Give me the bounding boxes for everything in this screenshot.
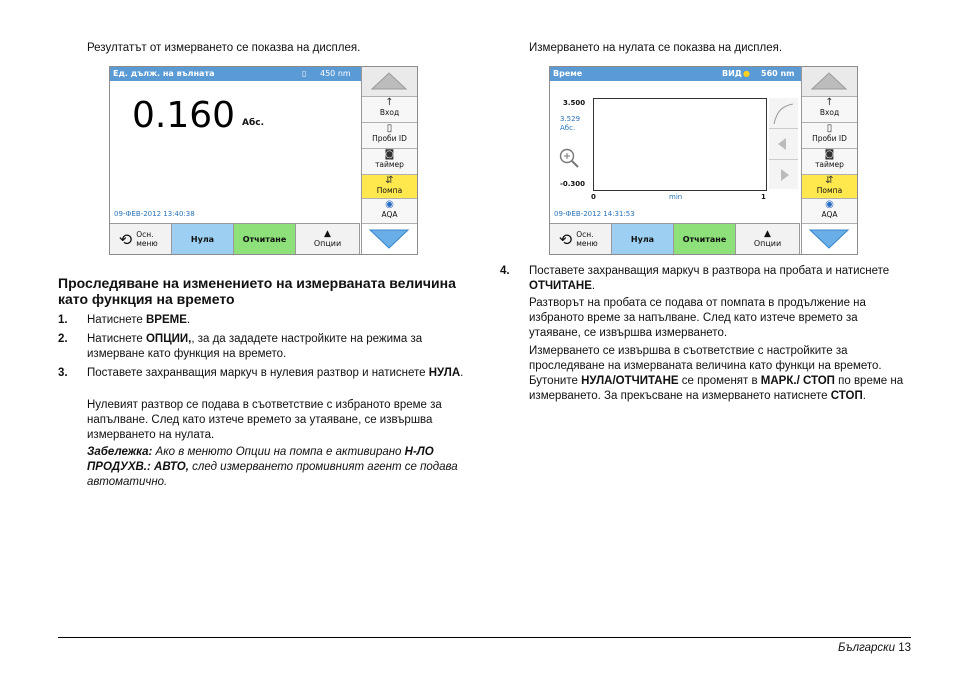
options-button[interactable]: ▲ Опции — [296, 224, 360, 254]
home-menu-button[interactable]: ⟲ Осн. меню — [110, 224, 172, 254]
measurement-value: 0.160 — [132, 95, 236, 136]
arrow-up-icon — [802, 67, 857, 96]
sidebar-item-sample-id[interactable]: ▯ Проби ID — [802, 123, 857, 149]
measurement-unit: Абс. — [242, 118, 265, 128]
zero-button[interactable]: Нула — [172, 224, 234, 254]
screen-date: 09-ФЕВ-2012 14:31:53 — [554, 210, 635, 218]
arrow-right-icon — [769, 160, 798, 190]
sidebar-item-sample-id[interactable]: ▯ Проби ID — [362, 123, 417, 149]
screen-sidebar — [801, 67, 857, 254]
arrow-down-icon — [802, 224, 857, 254]
cuvette-icon: ▯ — [302, 69, 307, 78]
footer — [700, 642, 911, 654]
x-axis-label: min — [669, 193, 683, 201]
y-unit-label: Абс. — [560, 124, 576, 132]
triangle-up-icon: ▲ — [764, 229, 771, 239]
graph-controls — [769, 98, 798, 189]
graph-area — [593, 98, 767, 191]
vial-icon: ▯ — [826, 123, 833, 134]
aqa-icon: ◉ — [385, 199, 394, 210]
wavelength-readout: 450 nm — [320, 69, 351, 78]
triangle-up-icon: ▲ — [324, 229, 331, 239]
x-min-label: 0 — [591, 193, 596, 201]
left-intro: Резултатът от измерването се показва на дисплея. — [87, 42, 361, 54]
back-arrow-icon: ⟲ — [558, 229, 573, 249]
measurement-paragraph: Измерването се извършва в съответствие с настройките за проследяване на измерваната величина като функци на времето. Бутоните НУЛА/ОТЧИТАНЕ се променят в МАРК./ СТОП по време на измерването. За прекъсване на измерването натиснете СТОП. — [529, 345, 904, 402]
screen-bottom-bar — [110, 223, 360, 254]
back-arrow-icon: ⟲ — [118, 229, 133, 249]
y-max-label: 3.500 — [563, 99, 586, 107]
sidebar-item-pump[interactable]: ⇵ Помпа — [362, 175, 417, 199]
arrow-down-icon — [362, 224, 417, 254]
step-1: 1. Натиснете ВРЕМЕ. — [58, 314, 191, 326]
zero-paragraph: Нулевият разтвор се подава в съответствие с избраното време за напълване. След като изтече времето за утаяване, се извършва измерването на нулата. — [87, 399, 442, 441]
screen-bottom-bar — [550, 223, 800, 254]
y-min-label: -0.300 — [560, 180, 586, 188]
device-screen-absorbance — [109, 66, 418, 255]
step-4: 4. Поставете захранващия маркуч в разтвора на пробата и натиснете ОТЧИТАНЕ. — [500, 265, 890, 292]
scroll-up-button[interactable] — [362, 67, 417, 97]
sidebar-item-timer[interactable]: ◙ таймер — [362, 149, 417, 175]
footer-language: Български — [837, 642, 895, 654]
scroll-down-button[interactable] — [802, 224, 857, 255]
sidebar-item-timer[interactable]: ◙ таймер — [802, 149, 857, 175]
device-screen-time — [549, 66, 858, 255]
zoom-icon[interactable] — [558, 147, 580, 173]
footer-rule — [58, 637, 911, 638]
graph-left-button[interactable] — [769, 129, 798, 160]
note-paragraph: Забележка: Ако в менюто Опции на помпа е активирано Н-ЛО ПРОДУХВ.: АВТО, след измерването промивният агент се подава автоматично. — [87, 446, 458, 488]
screen-sidebar — [361, 67, 417, 254]
sidebar-item-input[interactable]: ↑ Вход — [362, 97, 417, 123]
curve-view-button[interactable] — [769, 98, 798, 129]
sidebar-item-aqa[interactable]: ◉ AQA — [802, 199, 857, 224]
pipette-icon: ↑ — [385, 97, 394, 108]
screen-title-bar — [550, 67, 801, 81]
graph-right-button[interactable] — [769, 160, 798, 190]
pump-icon: ⇵ — [385, 175, 394, 186]
read-button[interactable]: Отчитане — [234, 224, 296, 254]
screen-title: Ед. дълж. на вълната — [113, 69, 215, 78]
read-button[interactable]: Отчитане — [674, 224, 736, 254]
scroll-down-button[interactable] — [362, 224, 417, 255]
timer-icon: ◙ — [824, 149, 835, 160]
home-menu-button[interactable]: ⟲ Осн. меню — [550, 224, 612, 254]
sample-paragraph: Разтворът на пробата се подава от помпата в продължение на избраното време за напълване. След като изтече времето за утаяване, се извършва измерването. — [529, 297, 866, 339]
zero-button[interactable]: Нула — [612, 224, 674, 254]
x-max-label: 1 — [761, 193, 766, 201]
sidebar-item-aqa[interactable]: ◉ AQA — [362, 199, 417, 224]
vial-icon: ▯ — [386, 123, 393, 134]
sidebar-item-input[interactable]: ↑ Вход — [802, 97, 857, 123]
screen-date: 09-ФЕВ-2012 13:40:38 — [114, 210, 195, 218]
screen-title-bar — [110, 67, 361, 81]
scroll-up-button[interactable] — [802, 67, 857, 97]
step-3: 3. Поставете захранващия маркуч в нулевия разтвор и натиснете НУЛА. — [58, 367, 464, 379]
arrow-left-icon — [769, 129, 798, 159]
sidebar-item-pump[interactable]: ⇵ Помпа — [802, 175, 857, 199]
right-intro: Измерването на нулата се показва на дисплея. — [529, 42, 783, 54]
step-2: 2. Натиснете ОПЦИИ,, за да зададете настройките на режима за измерване като функция на времето. — [58, 333, 423, 360]
timer-icon: ◙ — [384, 149, 395, 160]
section-heading: Проследяване на изменението на измерваната величина като функция на времето — [58, 275, 456, 307]
y-current-label: 3.529 — [560, 115, 581, 123]
aqa-icon: ◉ — [825, 199, 834, 210]
screen-title: Време — [553, 69, 583, 78]
pump-icon: ⇵ — [825, 175, 834, 186]
options-button[interactable]: ▲ Опции — [736, 224, 800, 254]
page-number: 13 — [898, 642, 911, 654]
wavelength-readout: 560 nm — [761, 69, 795, 78]
curve-icon — [769, 98, 798, 128]
lamp-icon: ● — [743, 69, 750, 78]
id-label: ВИД — [722, 69, 742, 78]
pipette-icon: ↑ — [825, 97, 834, 108]
arrow-up-icon — [362, 67, 417, 96]
